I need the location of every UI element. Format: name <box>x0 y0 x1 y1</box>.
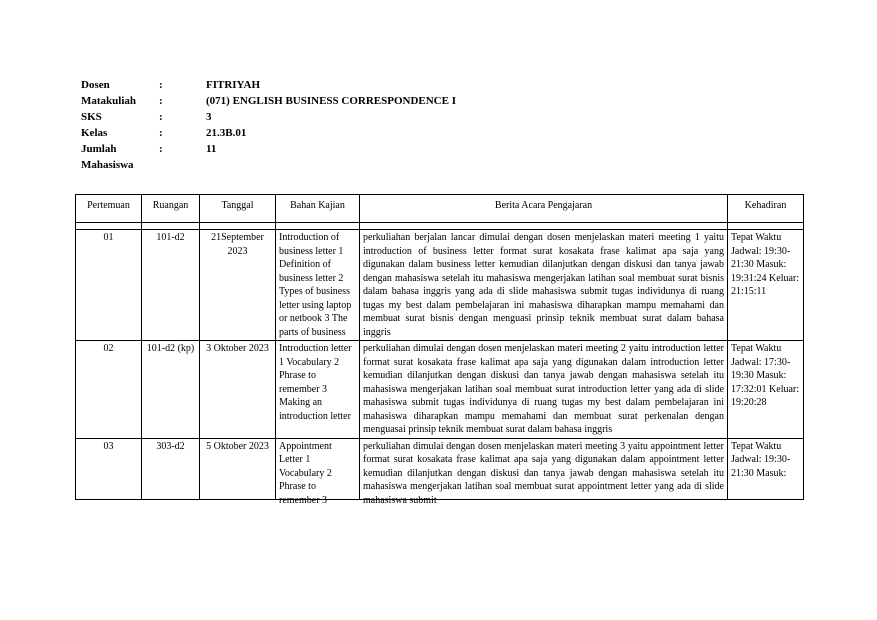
colon: : <box>159 95 163 107</box>
cell-ruangan: 101-d2 <box>142 230 200 341</box>
jumlah-label: Jumlah Mahasiswa <box>81 143 134 171</box>
table-row <box>76 230 804 341</box>
cell-bahan-kajian: Introduction of business letter 1 Definition of business letter 2 Types of business letter using laptop or netbook 3 The parts of business <box>276 230 360 341</box>
cell-kehadiran: Tepat Waktu Jadwal: 19:30-21:30 Masuk: 19:31:24 Keluar: 21:15:11 <box>728 230 804 341</box>
jumlah-value: 11 <box>206 143 217 155</box>
matakuliah-value: (071) ENGLISH BUSINESS CORRESPONDENCE I <box>206 95 456 107</box>
cell-tanggal: 3 Oktober 2023 <box>200 341 276 439</box>
cell-kehadiran: Tepat Waktu Jadwal: 19:30-21:30 Masuk: <box>728 438 804 499</box>
colon: : <box>159 127 163 139</box>
dosen-value: FITRIYAH <box>206 79 260 91</box>
cell-tanggal: 21September 2023 <box>200 230 276 341</box>
header-ruangan: Ruangan <box>142 195 200 223</box>
header-tanggal: Tanggal <box>200 195 276 223</box>
colon: : <box>159 111 163 123</box>
cell-berita-acara: perkuliahan berjalan lancar dimulai dengan dosen menjelaskan materi meeting 1 yaitu introduction of business letter format surat kosakata frase kalimat apa saja yang digunakan dalam business letter kemudian dilanjutkan dengan diskusi dan tanya jawab dengan mahasiswa setelah itu mahasiswa mengerjakan latihan soal membuat surat bisnis dalam bahasa inggris yang ada di slide mahasiswa submit tugas individunya di ruang tugas my best dalam pembelajaran ini mahasiswa diharapkan mampu memahami dan membuat surat bisnis dengan menguasi prinsip teknik membuat surat dalam bahasa inggris <box>360 230 728 341</box>
cell-kehadiran: Tepat Waktu Jadwal: 17:30-19:30 Masuk: 17:32:01 Keluar: 19:20:28 <box>728 341 804 439</box>
table-row <box>76 341 804 439</box>
kelas-value: 21.3B.01 <box>206 127 247 139</box>
table-spacer-row <box>76 223 804 230</box>
sks-label: SKS <box>81 111 102 123</box>
colon: : <box>159 79 163 91</box>
matakuliah-label: Matakuliah <box>81 95 137 107</box>
cell-ruangan: 101-d2 (kp) <box>142 341 200 439</box>
table-header-row <box>76 195 804 223</box>
colon: : <box>159 143 163 155</box>
table-row <box>76 438 804 499</box>
header-pertemuan: Pertemuan <box>76 195 142 223</box>
dosen-label: Dosen <box>81 79 110 91</box>
cell-berita-acara: perkuliahan dimulai dengan dosen menjelaskan materi meeting 3 yaitu appointment letter format surat kosakata frase kalimat apa saja yang digunakan dalam appointment letter kemudian dilanjutkan dengan diskusi dan tanya jawab dengan mahasiswa setelah itu mahasiswa mengerjakan latihan soal membuat surat appointment letter yang ada di slide mahasiswa submit <box>360 438 728 499</box>
cell-pertemuan: 01 <box>76 230 142 341</box>
cell-tanggal: 5 Oktober 2023 <box>200 438 276 499</box>
header-kehadiran: Kehadiran <box>728 195 804 223</box>
header-berita-acara: Berita Acara Pengajaran <box>360 195 728 223</box>
teaching-log-table <box>75 194 804 506</box>
cell-pertemuan: 03 <box>76 438 142 499</box>
cell-bahan-kajian: Appointment Letter 1 Vocabulary 2 Phrase to remember 3 <box>276 438 360 499</box>
cell-ruangan: 303-d2 <box>142 438 200 499</box>
cell-bahan-kajian: Introduction letter 1 Vocabulary 2 Phrase to remember 3 Making an introduction letter <box>276 341 360 439</box>
cell-berita-acara: perkuliahan dimulai dengan dosen menjelaskan materi meeting 2 yaitu introduction letter format surat kosakata frase kalimat apa saja yang digunakan dalam introduction letter kemudian dilanjutkan dengan diskusi dan tanya jawab dengan mahasiswa setelah itu mahasiswa mengerjakan latihan soal membuat surat introduction letter yang ada di slide mahasiswa submit tugas individunya di ruang tugas my best dalam pembelajaran ini mahasiswa diharapkan mampu memahami dan membuat surat perkenalan dengan menguasai prinsip teknik membuat surat dalam bahasa inggris <box>360 341 728 439</box>
sks-value: 3 <box>206 111 212 123</box>
cell-pertemuan: 02 <box>76 341 142 439</box>
kelas-label: Kelas <box>81 127 108 139</box>
header-bahan-kajian: Bahan Kajian <box>276 195 360 223</box>
